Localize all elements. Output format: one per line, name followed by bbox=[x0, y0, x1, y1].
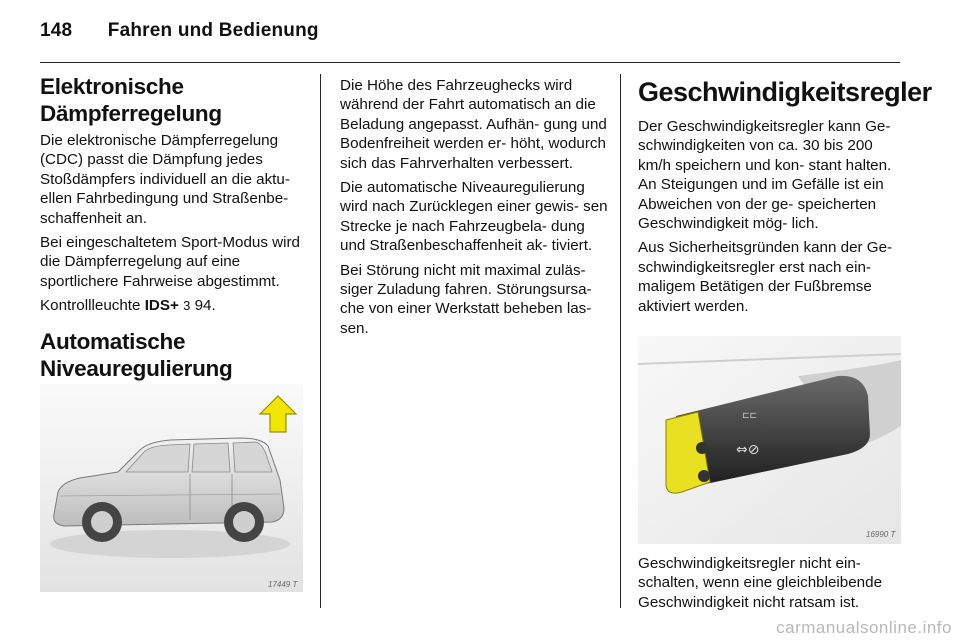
image-code: 17449 T bbox=[268, 580, 298, 589]
car-icon bbox=[40, 384, 303, 592]
cruise-control-lever-icon bbox=[638, 336, 901, 544]
paragraph-regler-1: Der Geschwindigkeitsregler kann Ge- schwindigkeiten von ca. 30 bis 200 km/h speichern und kon- stant halten. An Steigungen und im Gefälle ist ein Abweichen von der ge- speicherten Geschwindigkeit mög- lich. bbox=[638, 118, 892, 233]
image-code: 16990 T bbox=[866, 530, 896, 539]
column-2 bbox=[340, 76, 608, 343]
page-header bbox=[40, 20, 319, 42]
paragraph-niveau-2: Die automatische Niveauregulierung wird nach Zurücklegen einer gewis- sen Strecke je nach Fahrzeugbela- dung und Straßenbeschaffenheit ak- tiviert. bbox=[340, 179, 608, 255]
paragraph-niveau-3: Bei Störung nicht mit maximal zuläs- siger Zuladung fahren. Störungsursa- che von einer Werkstatt beheben las- sen. bbox=[340, 261, 592, 337]
heading-niveauregulierung: Automatische Niveauregulierung bbox=[40, 328, 233, 381]
paragraph-regler-2: Aus Sicherheitsgründen kann der Ge- schwindigkeitsregler erst nach ein- maligem Betätigen der Fußbremse aktiviert werden. bbox=[638, 239, 893, 315]
heading-geschwindigkeitsregler: Geschwindigkeitsregler bbox=[638, 77, 932, 107]
watermark: carmanualsonline.info bbox=[776, 618, 952, 637]
column-divider-2 bbox=[620, 74, 621, 608]
paragraph-cdc-2: Bei eingeschaltetem Sport-Modus wird die Dämpferregelung auf eine sportlichere Fahrweise abgestimmt. bbox=[40, 234, 300, 290]
paragraph-niveau-1: Die Höhe des Fahrzeughecks wird während der Fahrt automatisch an die Beladung angepasst. Aufhän- gung und Bodenfreiheit werden er- höht, wodurch sich das Fahrverhalten verbessert. bbox=[340, 77, 607, 172]
reference-arrow-icon[interactable]: 3 bbox=[183, 298, 191, 314]
column-3 bbox=[638, 74, 932, 321]
column-divider-1 bbox=[320, 74, 321, 608]
svg-text:⊏⊏: ⊏⊏ bbox=[742, 411, 758, 421]
ids-plus-label: IDS+ bbox=[144, 297, 179, 315]
reference-page-link[interactable]: 94. bbox=[190, 297, 216, 315]
paragraph-cdc-1: Die elektronische Dämpferregelung (CDC) passt die Dämpfung jedes Stoßdämpfers individuell an die aktu- ellen Fahrbedingung und Straßenbe- schaffenheit an. bbox=[40, 132, 290, 227]
page-number: 148 bbox=[40, 20, 73, 41]
cruise-control-stalk-illustration bbox=[638, 336, 901, 544]
chapter-title: Fahren und Bedienung bbox=[107, 20, 319, 41]
paragraph-regler-3: Geschwindigkeitsregler nicht ein- schalten, wenn eine gleichbleibende Geschwindigkeit nicht ratsam ist. bbox=[638, 555, 883, 611]
column-1 bbox=[40, 73, 310, 386]
svg-text:⇔⊘: ⇔⊘ bbox=[736, 442, 760, 458]
car-rear-raise-illustration bbox=[40, 384, 303, 592]
header-rule bbox=[40, 62, 900, 63]
heading-cdc: Elektronische Dämpferregelung bbox=[40, 74, 222, 126]
paragraph-kontrollleuchte: Kontrollleuchte IDS+ 3 94. bbox=[40, 297, 216, 315]
